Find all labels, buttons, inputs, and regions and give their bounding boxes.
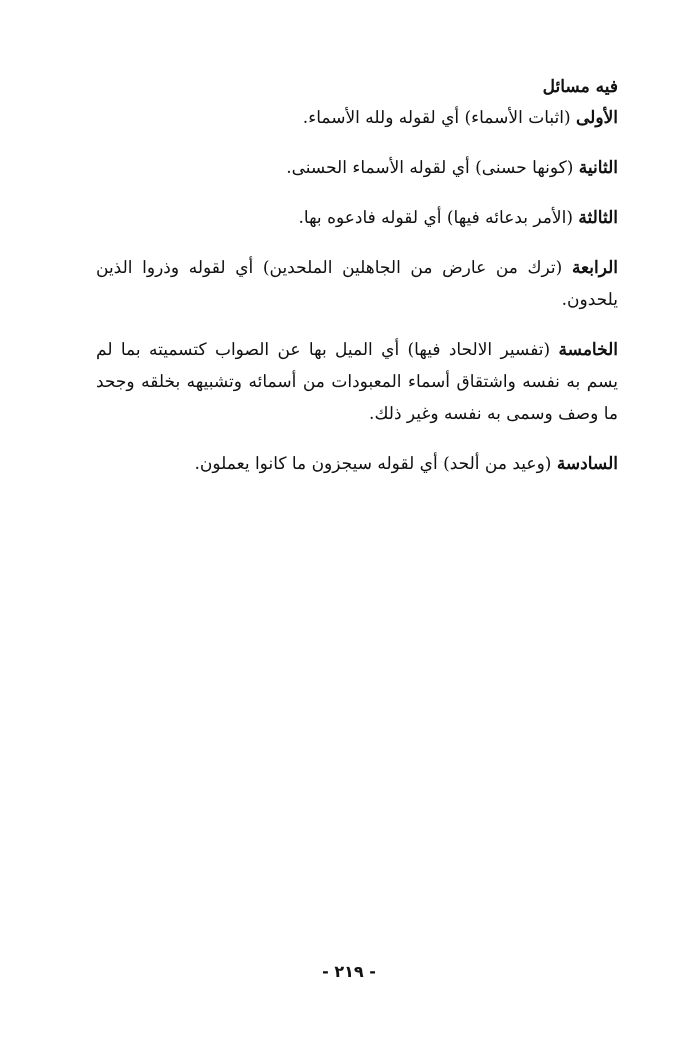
page-body: [96, 72, 618, 480]
issue-4-label: الرابعة: [571, 258, 618, 278]
issue-6-text: (وعيد من ألحد) أي لقوله سيجزون ما كانوا يعملون.: [194, 454, 557, 474]
issue-1-label: الأولى: [576, 108, 618, 128]
issue-4: [96, 252, 618, 316]
issue-5: [96, 334, 618, 430]
section-heading: فيه مسائل: [542, 77, 618, 97]
issue-6-label: السادسة: [556, 454, 618, 474]
issue-2-label: الثانية: [578, 158, 618, 178]
issue-1-text: (اثبات الأسماء) أي لقوله ولله الأسماء.: [302, 108, 577, 128]
issue-4-text: (ترك من عارض من الجاهلين الملحدين) أي لقوله وذروا الذين يلحدون.: [96, 258, 618, 310]
issue-3-text: (الأمر بدعائه فيها) أي لقوله فادعوه بها.: [298, 208, 579, 228]
issue-3: [96, 202, 618, 234]
issue-5-label: الخامسة: [558, 340, 618, 360]
page-number: - ٢١٩ -: [322, 962, 376, 981]
issue-2-text: (كونها حسنى) أي لقوله الأسماء الحسنى.: [286, 158, 579, 178]
issue-5-text: (تفسير الالحاد فيها) أي الميل بها عن الصواب كتسميته بما لم يسم به نفسه واشتقاق أسماء المعبودات من أسمائه وتشبيهه بخلقه وجحد ما وصف وسمى به نفسه وغير ذلك.: [96, 340, 618, 424]
issue-1: [96, 102, 618, 134]
issue-2: [96, 152, 618, 184]
issue-6: [96, 448, 618, 480]
issue-3-label: الثالثة: [578, 208, 618, 228]
